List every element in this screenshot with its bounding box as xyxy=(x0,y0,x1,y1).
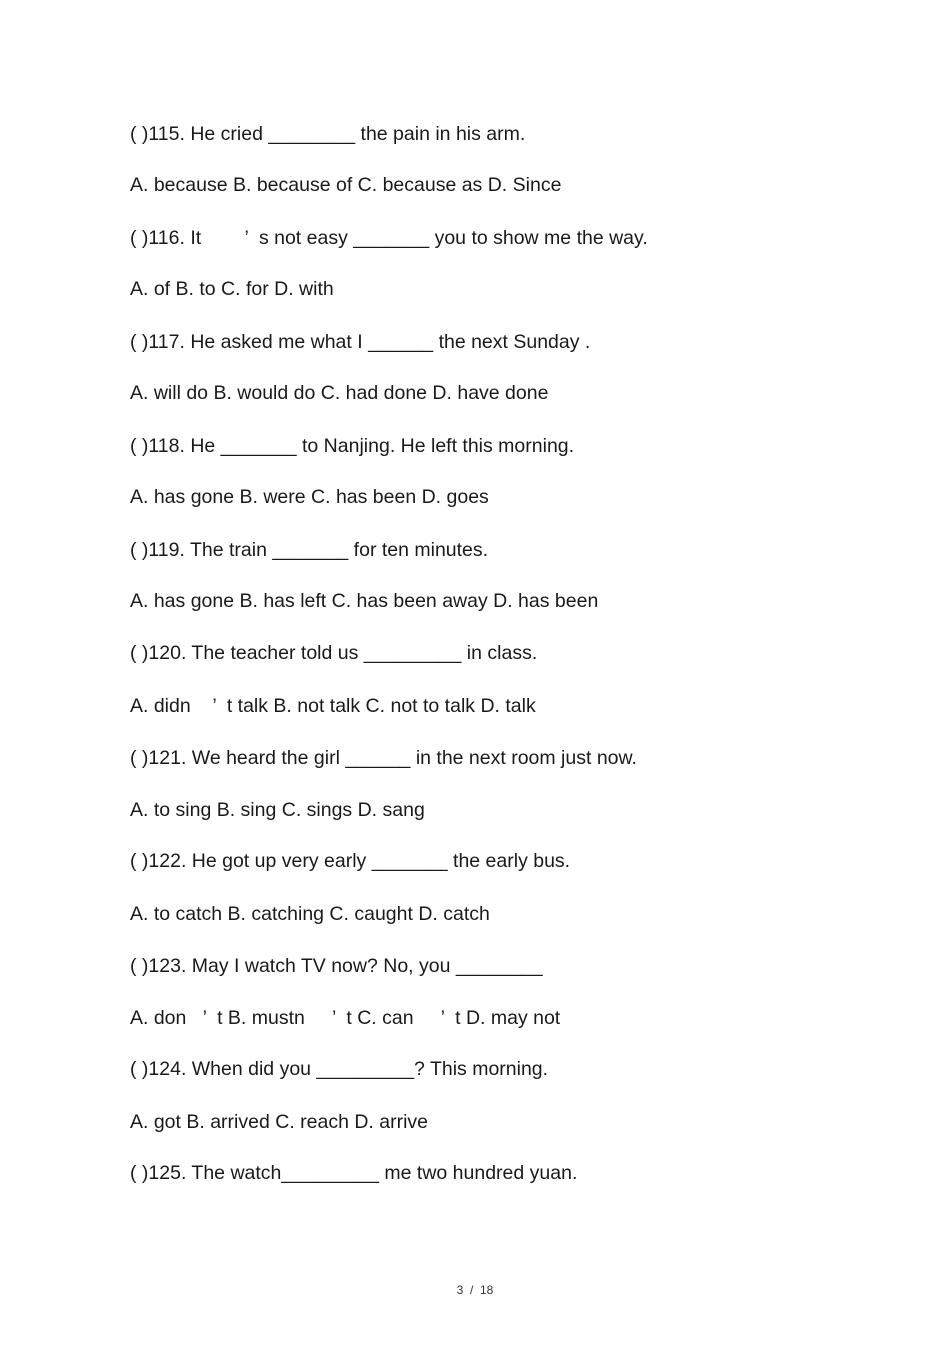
question-125: ( )125. The watch_________ me two hundred yuan. xyxy=(130,1162,578,1184)
options-124: A. got B. arrived C. reach D. arrive xyxy=(130,1111,429,1133)
options-123: A. don ’ t B. mustn ’ t C. can ’ t D. may not xyxy=(130,1007,561,1029)
question-116: ( )116. It ’ s not easy _______ you to show me the way. xyxy=(130,227,648,249)
question-120: ( )120. The teacher told us _________ in class. xyxy=(130,642,538,664)
options-115: A. because B. because of C. because as D. Since xyxy=(130,174,562,196)
options-120: A. didn ’ t talk B. not talk C. not to talk D. talk xyxy=(130,695,536,717)
options-119: A. has gone B. has left C. has been away D. has been xyxy=(130,590,599,612)
question-122: ( )122. He got up very early _______ the early bus. xyxy=(130,850,571,872)
question-121: ( )121. We heard the girl ______ in the next room just now. xyxy=(130,747,637,769)
question-123: ( )123. May I watch TV now? No, you ________ xyxy=(130,955,543,977)
question-118: ( )118. He _______ to Nanjing. He left this morning. xyxy=(130,435,575,457)
options-117: A. will do B. would do C. had done D. have done xyxy=(130,382,549,404)
question-124: ( )124. When did you _________? This morning. xyxy=(130,1058,549,1080)
options-121: A. to sing B. sing C. sings D. sang xyxy=(130,799,425,821)
question-117: ( )117. He asked me what I ______ the next Sunday . xyxy=(130,331,591,353)
options-118: A. has gone B. were C. has been D. goes xyxy=(130,486,489,508)
question-119: ( )119. The train _______ for ten minutes. xyxy=(130,539,489,561)
page-number: 3 / 18 xyxy=(456,1283,494,1297)
question-115: ( )115. He cried ________ the pain in his arm. xyxy=(130,123,526,145)
options-122: A. to catch B. catching C. caught D. catch xyxy=(130,903,490,925)
options-116: A. of B. to C. for D. with xyxy=(130,278,334,300)
